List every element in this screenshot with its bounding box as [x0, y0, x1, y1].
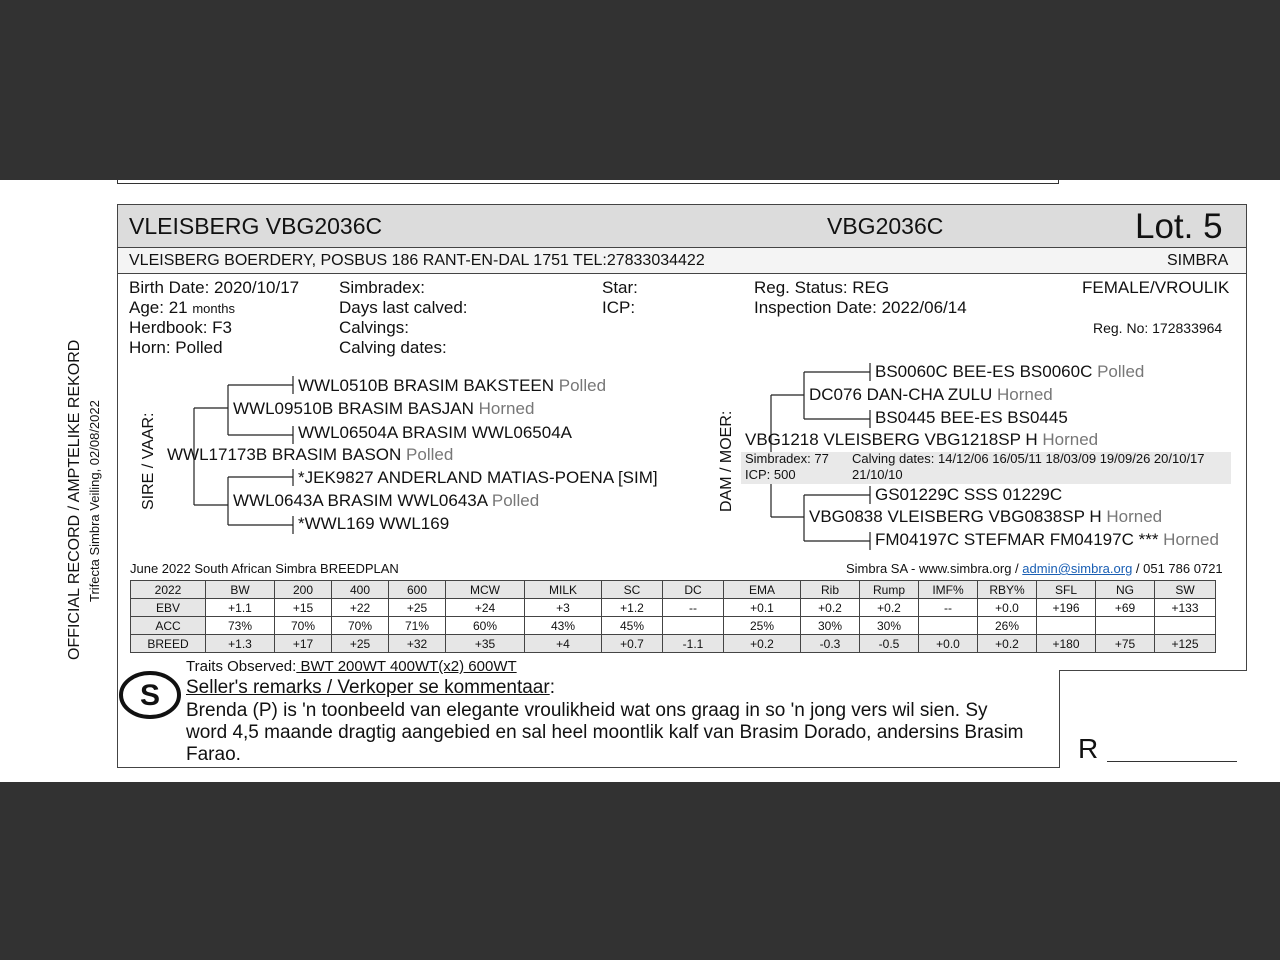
sellers-remarks-title — [186, 677, 555, 699]
cell: +15 — [275, 599, 332, 617]
cell — [1155, 617, 1216, 635]
registration-number: Reg. No: 172833964 — [1093, 320, 1223, 336]
remarks-line-2: word 4,5 maande dragtig aangebied en sal heel moontlik kalf van Brasim Dorado, andersins Brasim — [186, 722, 1024, 743]
sire-label: SIRE / VAAR: — [140, 412, 157, 510]
horn: Horned — [1106, 507, 1163, 526]
cell: +1.3 — [206, 635, 275, 653]
horn: Horned — [1042, 430, 1099, 449]
pedigree-sire-dam-dam — [298, 514, 449, 534]
cell: 43% — [525, 617, 602, 635]
cell: -- — [663, 599, 724, 617]
traits-observed — [186, 658, 517, 675]
breed-label: SIMBRA — [1167, 252, 1229, 269]
cell: 45% — [602, 617, 663, 635]
ebv-table — [130, 580, 1216, 653]
remarks-line-3: Farao. — [186, 744, 241, 765]
row-label: EBV — [131, 599, 206, 617]
cell: +0.7 — [602, 635, 663, 653]
cell: 60% — [446, 617, 525, 635]
contact-prefix: Simbra SA - www.simbra.org / — [846, 561, 1023, 576]
herdbook: Herdbook: F3 — [129, 318, 232, 337]
pedigree-sire-dam-sire — [298, 468, 658, 488]
simbra-contact — [846, 561, 1223, 576]
cell: 71% — [389, 617, 446, 635]
pedigree-dam-sire-dam — [875, 408, 1068, 428]
currency-label: R — [1078, 733, 1099, 764]
column-header: EMA — [724, 581, 801, 599]
inspection-date: Inspection Date: 2022/06/14 — [754, 298, 967, 317]
dam-simbradex: Simbradex: 77 — [745, 451, 829, 466]
pedigree-dam-sire — [809, 385, 1053, 405]
pedigree-sire-sire — [233, 399, 534, 419]
cell: +1.1 — [206, 599, 275, 617]
cell: +75 — [1096, 635, 1155, 653]
contact-phone: / 051 786 0721 — [1132, 561, 1223, 576]
traits-label: Traits Observed: — [186, 658, 297, 675]
pedigree-dam-sire-sire — [875, 362, 1144, 382]
dam-calving-dates-more: 21/10/10 — [852, 467, 903, 482]
cell: +125 — [1155, 635, 1216, 653]
horn: Polled — [558, 376, 607, 395]
column-header: SW — [1155, 581, 1216, 599]
cell: -- — [919, 599, 978, 617]
name: DC076 DAN-CHA ZULU — [809, 385, 993, 404]
top-dark-band — [0, 0, 1280, 180]
price-box — [1059, 670, 1247, 768]
cell: +69 — [1096, 599, 1155, 617]
column-header: 200 — [275, 581, 332, 599]
traits-value: BWT 200WT 400WT(x2) 600WT — [296, 658, 517, 675]
label: Calving dates: — [852, 451, 935, 466]
pedigree-sire-dam — [233, 491, 539, 511]
age-value: Age: 21 — [129, 298, 188, 317]
cell: +0.2 — [860, 599, 919, 617]
calving-dates: Calving dates: — [339, 338, 447, 357]
title-colon: : — [549, 677, 555, 698]
column-header: SFL — [1037, 581, 1096, 599]
simbradex: Simbradex: — [339, 278, 425, 297]
cell — [663, 617, 724, 635]
cell: +17 — [275, 635, 332, 653]
lot-number: Lot. 5 — [1135, 207, 1223, 246]
column-header: NG — [1096, 581, 1155, 599]
breed-row — [131, 635, 1216, 653]
cell: +0.2 — [801, 599, 860, 617]
cell: +196 — [1037, 599, 1096, 617]
cell: -1.1 — [663, 635, 724, 653]
name: VBG0838 VLEISBERG VBG0838SP H — [809, 507, 1102, 526]
row-label: BREED — [131, 635, 206, 653]
column-header: Rib — [801, 581, 860, 599]
column-header: IMF% — [919, 581, 978, 599]
horn-status: Horn: Polled — [129, 338, 223, 357]
cell — [919, 617, 978, 635]
column-header: 400 — [332, 581, 389, 599]
cell: +0.2 — [978, 635, 1037, 653]
dam-icp: ICP: 500 — [745, 467, 796, 482]
name: FM04197C STEFMAR FM04197C *** — [875, 530, 1159, 549]
age-unit: months — [192, 301, 235, 316]
animal-name: VLEISBERG VBG2036C — [129, 213, 383, 239]
cell: +32 — [389, 635, 446, 653]
calvings: Calvings: — [339, 318, 409, 337]
cell — [1096, 617, 1155, 635]
reg-status: Reg. Status: REG — [754, 278, 890, 297]
cell: 26% — [978, 617, 1037, 635]
official-record-caption: OFFICIAL RECORD / AMPTELIKE REKORD — [66, 339, 83, 660]
pedigree-dam-dam — [809, 507, 1162, 527]
title-text: Seller's remarks / Verkoper se kommentaar — [186, 677, 550, 698]
row-label: ACC — [131, 617, 206, 635]
column-header: MILK — [525, 581, 602, 599]
dam-label: DAM / MOER: — [718, 410, 735, 512]
cell: +35 — [446, 635, 525, 653]
cell: +1.2 — [602, 599, 663, 617]
name: *WWL169 WWL169 — [298, 514, 450, 533]
column-header: DC — [663, 581, 724, 599]
auction-caption: Trifecta Simbra Veiling, 02/08/2022 — [87, 400, 102, 602]
pedigree-dam-dam-dam — [875, 530, 1219, 550]
star: Star: — [602, 278, 638, 297]
ebv-row — [131, 599, 1216, 617]
breeder-address: VLEISBERG BOERDERY, POSBUS 186 RANT-EN-DAL 1751 TEL:27833034422 — [129, 252, 705, 269]
name: BS0445 BEE-ES BS0445 — [875, 408, 1068, 427]
days-last-calved: Days last calved: — [339, 298, 468, 317]
horn: Horned — [1163, 530, 1219, 549]
cell: 70% — [275, 617, 332, 635]
horn: Polled — [406, 445, 454, 464]
column-header: BW — [206, 581, 275, 599]
name: WWL09510B BRASIM BASJAN — [233, 399, 474, 418]
icp: ICP: — [602, 298, 636, 317]
cell: +24 — [446, 599, 525, 617]
horn: Horned — [997, 385, 1053, 404]
lot-card — [117, 204, 1247, 768]
cell: +22 — [332, 599, 389, 617]
contact-email-link[interactable]: admin@simbra.org — [1022, 561, 1133, 576]
cell: +0.2 — [724, 635, 801, 653]
horn: Polled — [1097, 362, 1145, 381]
cell — [1037, 617, 1096, 635]
cell: +180 — [1037, 635, 1096, 653]
name: *JEK9827 ANDERLAND MATIAS-POENA [SIM] — [298, 468, 658, 487]
dam-calving-dates — [852, 451, 1205, 466]
cell: -0.3 — [801, 635, 860, 653]
pedigree-sire-sire-dam — [298, 423, 572, 443]
ebv-header-row — [131, 581, 1216, 599]
cell: 73% — [206, 617, 275, 635]
cell: +4 — [525, 635, 602, 653]
name: WWL17173B BRASIM BASON — [167, 445, 402, 464]
name: WWL0643A BRASIM WWL0643A — [233, 491, 488, 510]
name: BS0060C BEE-ES BS0060C — [875, 362, 1093, 381]
pedigree-sire — [167, 445, 453, 465]
name: GS01229C SSS 01229C — [875, 485, 1063, 504]
document-page — [0, 180, 1280, 782]
cell: +25 — [389, 599, 446, 617]
cell: +0.0 — [919, 635, 978, 653]
name: VBG1218 VLEISBERG VBG1218SP H — [745, 430, 1038, 449]
acc-row — [131, 617, 1216, 635]
birth-date: Birth Date: 2020/10/17 — [129, 278, 300, 297]
name: WWL06504A BRASIM WWL06504A — [298, 423, 573, 442]
bottom-dark-band — [0, 782, 1280, 960]
cell: +0.1 — [724, 599, 801, 617]
cell: 30% — [801, 617, 860, 635]
sex: FEMALE/VROULIK — [1082, 278, 1230, 297]
animal-id: VBG2036C — [827, 213, 944, 239]
price-line[interactable] — [1107, 761, 1237, 762]
cell: 70% — [332, 617, 389, 635]
previous-lot-card-edge — [117, 180, 1059, 184]
breedplan-caption: June 2022 South African Simbra BREEDPLAN — [130, 561, 399, 576]
pedigree-dam — [745, 430, 1098, 450]
cell: -0.5 — [860, 635, 919, 653]
column-header: RBY% — [978, 581, 1037, 599]
column-header: 600 — [389, 581, 446, 599]
cell: 30% — [860, 617, 919, 635]
column-header: 2022 — [131, 581, 206, 599]
cell: +3 — [525, 599, 602, 617]
pedigree-sire-sire-sire — [298, 376, 606, 396]
column-header: Rump — [860, 581, 919, 599]
dates: 14/12/06 16/05/11 18/03/09 19/09/26 20/10/17 — [938, 451, 1205, 466]
pedigree-dam-dam-sire — [875, 485, 1062, 505]
horn: Polled — [491, 491, 540, 510]
cell: 25% — [724, 617, 801, 635]
remarks-line-1: Brenda (P) is 'n toonbeeld van elegante vroulikheid wat ons graag in so 'n jong vers wil sien. Sy — [186, 700, 988, 721]
column-header: SC — [602, 581, 663, 599]
column-header: MCW — [446, 581, 525, 599]
cell: +0.0 — [978, 599, 1037, 617]
cell: +133 — [1155, 599, 1216, 617]
cell: +25 — [332, 635, 389, 653]
simbra-logo-icon — [118, 665, 182, 725]
logo-letter: S — [139, 679, 161, 712]
name: WWL0510B BRASIM BAKSTEEN — [298, 376, 555, 395]
horn: Horned — [478, 399, 535, 418]
